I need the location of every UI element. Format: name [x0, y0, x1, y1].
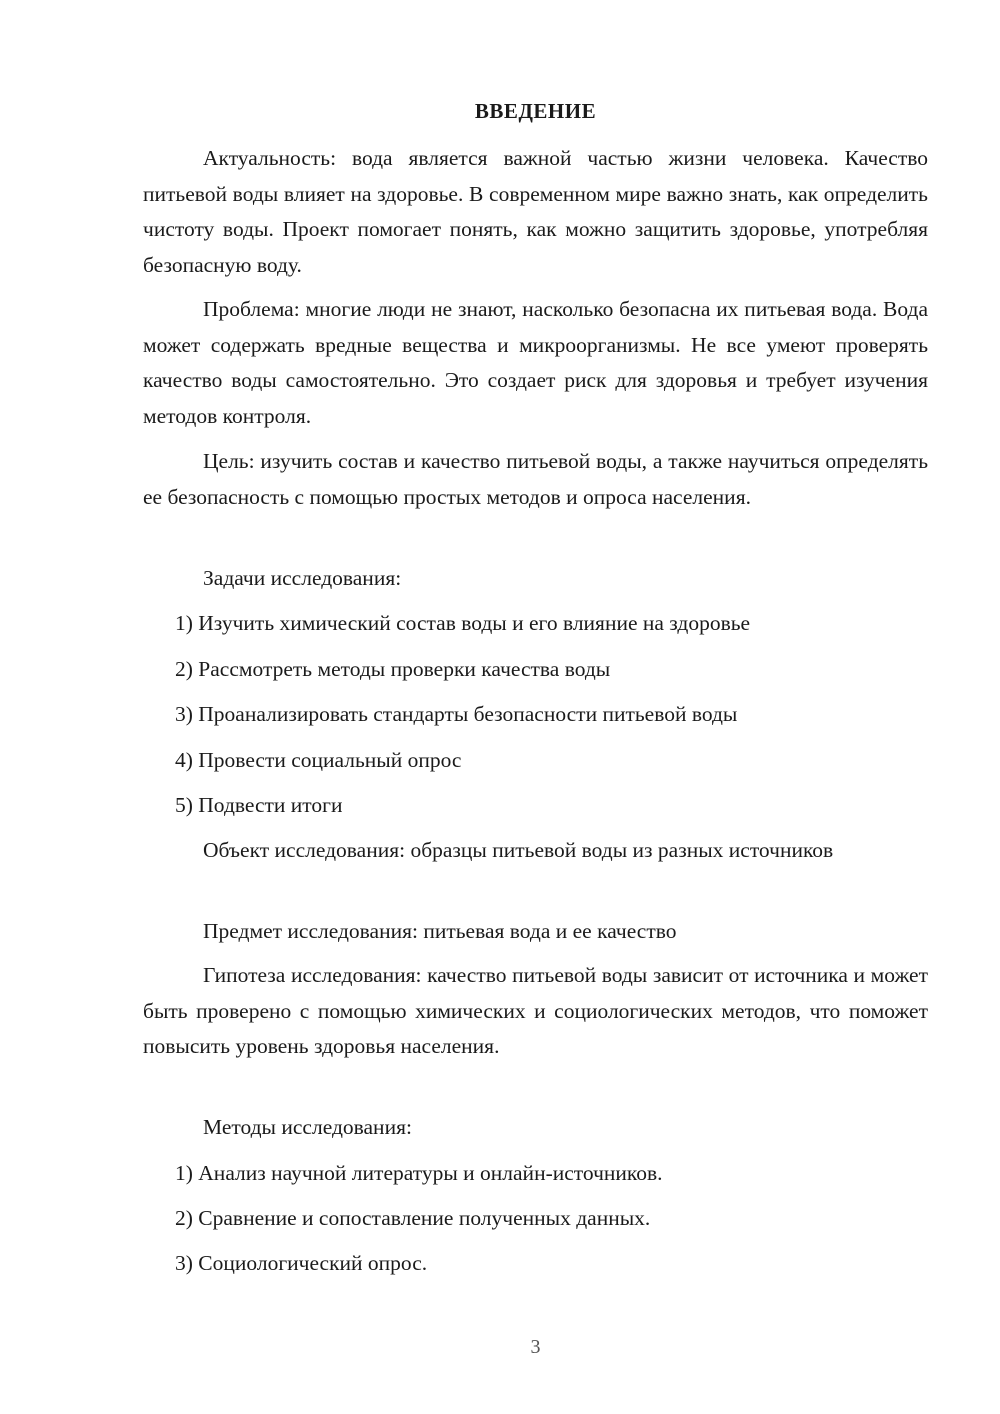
method-item: 3) Социологический опрос.: [175, 1251, 428, 1275]
methods-label: Методы исследования:: [203, 1115, 412, 1139]
problem-paragraph: Проблема: многие люди не знают, насколько безопасна их питьевая вода. Вода может содержать вредные вещества и микроорганизмы. Не все умеют проверять качество воды самостоятельно. Это создает риск для здоровья и требует изучения методов контроля.: [143, 297, 928, 428]
task-item: 2) Рассмотреть методы проверки качества воды: [175, 657, 611, 681]
method-item: 2) Сравнение и сопоставление полученных данных.: [175, 1206, 651, 1230]
page-number: 3: [530, 1336, 541, 1358]
relevance-paragraph: Актуальность: вода является важной частью жизни человека. Качество питьевой воды влияет на здоровье. В современном мире важно знать, как определить чистоту воды. Проект помогает понять, как можно защитить здоровье, употребляя безопасную воду.: [143, 146, 928, 277]
task-item: 3) Проанализировать стандарты безопасности питьевой воды: [175, 702, 738, 726]
goal-paragraph: Цель: изучить состав и качество питьевой воды, а также научиться определять ее безопасность с помощью простых методов и опроса населения.: [143, 449, 928, 509]
task-item: 5) Подвести итоги: [175, 793, 343, 817]
subject-paragraph: Предмет исследования: питьевая вода и ее качество: [203, 919, 677, 943]
object-paragraph: Объект исследования: образцы питьевой воды из разных источников: [203, 838, 834, 862]
section-heading: ВВЕДЕНИЕ: [474, 99, 597, 123]
tasks-label: Задачи исследования:: [203, 566, 402, 590]
document-page: [143, 0, 928, 1414]
task-item: 4) Провести социальный опрос: [175, 748, 462, 772]
hypothesis-paragraph: Гипотеза исследования: качество питьевой воды зависит от источника и может быть проверено с помощью химических и социологических методов, что поможет повысить уровень здоровья населения.: [143, 963, 928, 1058]
task-item: 1) Изучить химический состав воды и его влияние на здоровье: [175, 611, 751, 635]
method-item: 1) Анализ научной литературы и онлайн-источников.: [175, 1161, 663, 1185]
